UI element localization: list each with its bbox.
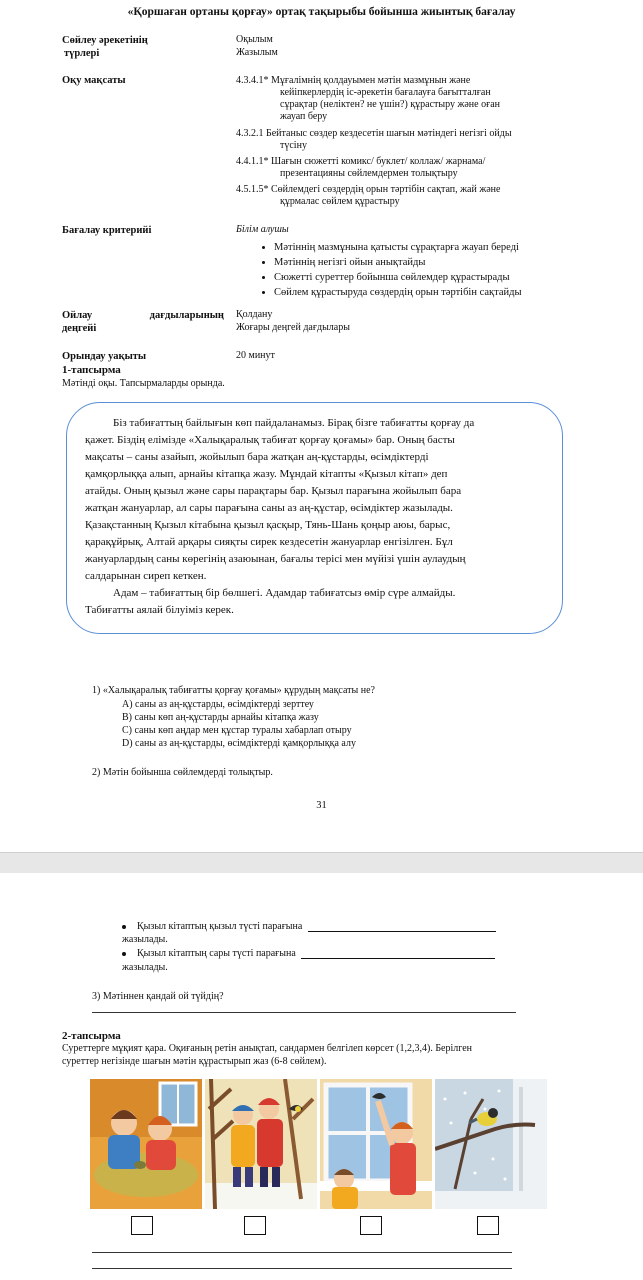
order-number-box[interactable] (360, 1216, 382, 1235)
task1-heading: 1-тапсырма (62, 364, 121, 376)
writing-line[interactable] (92, 1268, 512, 1269)
text-line: атайды. Оның қызыл және сары парақтары бар. Қызыл парағына жойылып бара (85, 485, 462, 497)
objective-text: 4.3.2.1 Бейтаныс сөздер кездесетін шағын мәтіндегі негізгі ойды (236, 128, 512, 139)
text-line: жануарлардың саны көрегінің азаюынан, бағалы терісі мен мүйізі үшін аулаудың (85, 553, 466, 565)
objectives-label: Оқу мақсаты (62, 75, 126, 86)
picture-children-winter-outdoors (205, 1079, 317, 1209)
answer-option-d[interactable]: D) саны аз аң-құстарды, өсімдіктерді қамқорлыққа алу (122, 738, 356, 749)
text-line: салдарынан сиреп кеткен. (85, 570, 207, 582)
picture-boy-at-window (320, 1079, 432, 1209)
page-2 (0, 873, 643, 1280)
criteria-list (250, 240, 594, 300)
fill-in-text: Қызыл кітаптың сары түсті парағына (137, 948, 296, 959)
criteria-item: • Мәтіннің негізгі ойын анықтайды (274, 255, 594, 270)
objective-item (236, 184, 566, 208)
objective-text: кейіпкерлердің іс-әрекетін бағалауға бағытталған (280, 87, 491, 98)
objective-text: түсіну (280, 140, 307, 151)
bullet-icon (122, 925, 126, 929)
objective-text: құрмалас сөйлем құрастыру (280, 196, 400, 207)
time-value: 20 минут (236, 350, 275, 361)
text-line: Табиғатты аялай білуіміз керек. (85, 604, 234, 616)
writing-line[interactable] (92, 1252, 512, 1253)
objective-item (236, 156, 566, 180)
objective-text: 4.4.1.1* Шағын сюжетті комикс/ буклет/ коллаж/ жарнама/ (236, 156, 486, 167)
document-title: «Қоршаған ортаны қорғау» ортақ тақырыбы бойынша жиынтық бағалау (127, 6, 516, 18)
objective-text: сұрақтар (неліктен? не үшін?) құрастыру және оған (280, 99, 500, 110)
answer-blank[interactable] (301, 948, 495, 959)
criteria-label: Бағалау критерийі (62, 225, 152, 236)
question-3: 3) Мәтіннен қандай ой түйдің? (92, 991, 224, 1002)
objective-text: жауап беру (280, 111, 328, 122)
criteria-item: • Мәтіннің мазмұнына қатысты сұрақтарға жауап береді (274, 240, 594, 255)
task2-instruction-line: суреттер негізінде шағын мәтін құрастырып жаз (6-8 сөйлем). (62, 1056, 327, 1067)
text-line: Адам – табиғаттың бір бөлшегі. Адамдар табиғатсыз өмір сүре алмайды. (113, 587, 456, 599)
answer-option-a[interactable]: A) саны аз аң-құстарды, өсімдіктерді зерттеу (122, 699, 314, 710)
reading-text-box (66, 402, 563, 634)
fill-in-text: Қызыл кітаптың қызыл түсті парағына (137, 921, 303, 932)
bullet-icon (122, 952, 126, 956)
objective-item (236, 128, 566, 152)
text-line: қарақұйрық, Алтай арқары сияқты сирек кездесетін жануарлар енгізілген. Бұл (85, 536, 453, 548)
page-separator (0, 852, 643, 874)
text-line: Қазақстанның Қызыл кітабына қызыл қасқыр, Тянь-Шань қоңыр аюы, барыс, (85, 519, 451, 531)
question-1: 1) «Халықаралық табиғатты қорғау қоғамы» құрудың мақсаты не? (92, 685, 375, 696)
activity-values (236, 34, 278, 59)
thinking-label: Ойлау дағдыларының деңгейі (62, 310, 224, 334)
fill-in-line-2 (122, 948, 495, 959)
question-2: 2) Мәтін бойынша сөйлемдерді толықтыр. (92, 767, 273, 778)
task1-instruction: Мәтінді оқы. Тапсырмаларды орында. (62, 378, 225, 389)
order-number-box[interactable] (244, 1216, 266, 1235)
thinking-value: Жоғары деңгей дағдылары (236, 321, 350, 333)
order-number-box[interactable] (131, 1216, 153, 1235)
time-label: Орындау уақыты (62, 351, 147, 362)
criteria-intro: Білім алушы (236, 224, 289, 235)
thinking-value: Қолдану (236, 309, 273, 320)
fill-in-cont: жазылады. (122, 934, 168, 945)
activity-value: Жазылым (236, 46, 278, 58)
criteria-item: • Сюжетті суреттер бойынша сөйлемдер құрастырады (274, 270, 594, 285)
activity-label: Сөйлеу әрекетінің түрлері (62, 35, 148, 59)
answer-blank[interactable] (308, 921, 496, 932)
text-line: қажет. Біздің елімізде «Халықаралық табиғат қорғау қоғамы» бар. Оның басты (85, 434, 455, 446)
fill-in-line-1 (122, 921, 496, 932)
text-line: жатқан жануарлар, ал сары парағына саны аз аң-құстар, өсімдіктер жазылады. (85, 502, 453, 514)
page-number: 31 (316, 800, 327, 811)
objective-item (236, 75, 566, 123)
thinking-values (236, 309, 350, 334)
objective-text: презентацияны сөйлемдермен толықтыру (280, 168, 458, 179)
fill-in-cont: жазылады. (122, 962, 168, 973)
picture-children-feeding-bird (90, 1079, 202, 1209)
task2-heading: 2-тапсырма (62, 1030, 121, 1042)
activity-value: Оқылым (236, 34, 273, 45)
text-line: мақсаты – саны азайып, жойылып бара жатқан аң-құстарды, өсімдіктерді (85, 451, 429, 463)
objective-text: 4.3.4.1* Мұғалімнің қолдауымен мәтін мазмұнын және (236, 75, 471, 86)
objective-text: 4.5.1.5* Сөйлемдегі сөздердің орын тәртібін сақтап, жай және (236, 184, 501, 195)
text-line: қамқорлыққа алып, арнайы кітапқа жазу. Мұндай кітапты «Қызыл кітап» деп (85, 468, 448, 480)
answer-line[interactable] (92, 1012, 516, 1013)
answer-option-b[interactable]: B) саны көп аң-құстарды арнайы кітапқа жазу (122, 712, 319, 723)
answer-option-c[interactable]: C) саны көп аңдар мен құстар туралы хабарлап отыру (122, 725, 352, 736)
criteria-item: • Сөйлем құрастыруда сөздердің орын тәртібін сақтайды (274, 285, 594, 300)
text-line: Біз табиғаттың байлығын көп пайдаланамыз. Бірақ бізге табиғатты қорғау да (113, 417, 475, 429)
task2-instruction-line: Суреттерге мұқият қара. Оқиғаның ретін анықтап, сандармен белгілеп көрсет (1,2,3,4). Берілген (62, 1043, 473, 1054)
order-number-box[interactable] (477, 1216, 499, 1235)
picture-bird-on-snowy-branch (435, 1079, 547, 1209)
